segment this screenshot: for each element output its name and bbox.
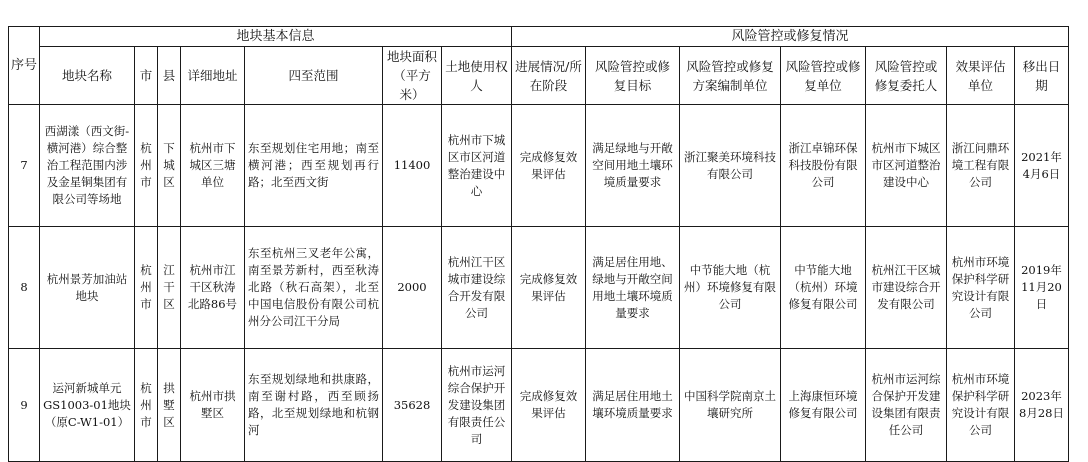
cell-county: 下城区 [158, 105, 181, 227]
col-header-no: 序号 [9, 27, 40, 105]
col-header-boundary: 四至范围 [245, 47, 383, 105]
cell-progress: 完成修复效果评估 [512, 105, 586, 227]
col-header-address: 详细地址 [181, 47, 245, 105]
cell-target: 满足绿地与开敞空间用地土壤环境质量要求 [586, 105, 680, 227]
cell-land-owner: 杭州江干区城市建设综合开发有限公司 [442, 227, 512, 349]
col-header-city: 市 [135, 47, 158, 105]
col-header-evaluator: 效果评估单位 [947, 47, 1015, 105]
col-header-site-name: 地块名称 [40, 47, 135, 105]
cell-repair-unit: 浙江卓锦环保科技股份有限公司 [781, 105, 866, 227]
document-page [8, 26, 1069, 462]
cell-client: 杭州江干区城市建设综合开发有限公司 [866, 227, 947, 349]
cell-boundary: 东至规划绿地和拱康路，南至谢村路，西至顾扬路，北至规划绿地和杭钢河 [245, 349, 383, 462]
cell-evaluator: 杭州市环境保护科学研究设计有限公司 [947, 227, 1015, 349]
cell-plan-unit: 浙江聚美环境科技有限公司 [680, 105, 781, 227]
cell-land-owner: 杭州市运河综合保护开发建设集团有限责任公司 [442, 349, 512, 462]
table-body [9, 105, 1069, 462]
cell-area: 11400 [383, 105, 442, 227]
cell-repair-unit: 上海康恒环境修复有限公司 [781, 349, 866, 462]
cell-plan-unit: 中节能大地（杭州）环境修复有限公司 [680, 227, 781, 349]
cell-site-name: 西湖漾（西文街-横河港）综合整治工程范围内涉及金星铜集团有限公司等场地 [40, 105, 135, 227]
cell-plan-unit: 中国科学院南京土壤研究所 [680, 349, 781, 462]
cell-progress: 完成修复效果评估 [512, 349, 586, 462]
col-header-land-owner: 土地使用权人 [442, 47, 512, 105]
cell-removal-date: 2023年8月28日 [1015, 349, 1069, 462]
cell-progress: 完成修复效果评估 [512, 227, 586, 349]
cell-land-owner: 杭州市下城区市区河道整治建设中心 [442, 105, 512, 227]
col-header-target: 风险管控或修复目标 [586, 47, 680, 105]
cell-city: 杭州市 [135, 105, 158, 227]
cell-repair-unit: 中节能大地（杭州）环境修复有限公司 [781, 227, 866, 349]
col-header-county: 县 [158, 47, 181, 105]
table-row [9, 227, 1069, 349]
cell-removal-date: 2021年4月6日 [1015, 105, 1069, 227]
cell-site-name: 运河新城单元GS1003-01地块（原C-W1-01） [40, 349, 135, 462]
cell-county: 拱墅区 [158, 349, 181, 462]
table-row [9, 349, 1069, 462]
cell-address: 杭州市江干区秋涛北路86号 [181, 227, 245, 349]
cell-city: 杭州市 [135, 349, 158, 462]
table-header [9, 27, 1069, 105]
cell-no: 9 [9, 349, 40, 462]
cell-county: 江干区 [158, 227, 181, 349]
cell-client: 杭州市下城区市区河道整治建设中心 [866, 105, 947, 227]
contaminated-site-table [8, 26, 1069, 462]
cell-client: 杭州市运河综合保护开发建设集团有限责任公司 [866, 349, 947, 462]
cell-target: 满足居住用地、绿地与开敞空间用地土壤环境质量要求 [586, 227, 680, 349]
cell-target: 满足居住用地土壤环境质量要求 [586, 349, 680, 462]
col-header-plan-unit: 风险管控或修复方案编制单位 [680, 47, 781, 105]
col-header-area: 地块面积（平方米） [383, 47, 442, 105]
col-header-repair-unit: 风险管控或修复单位 [781, 47, 866, 105]
cell-no: 7 [9, 105, 40, 227]
group-header-basic-info: 地块基本信息 [40, 27, 512, 47]
cell-area: 2000 [383, 227, 442, 349]
cell-evaluator: 浙江问鼎环境工程有限公司 [947, 105, 1015, 227]
cell-removal-date: 2019年11月20日 [1015, 227, 1069, 349]
group-header-risk-control: 风险管控或修复情况 [512, 27, 1069, 47]
cell-evaluator: 杭州市环境保护科学研究设计有限公司 [947, 349, 1015, 462]
cell-area: 35628 [383, 349, 442, 462]
col-header-client: 风险管控或修复委托人 [866, 47, 947, 105]
table-row [9, 105, 1069, 227]
col-header-removal-date: 移出日期 [1015, 47, 1069, 105]
cell-city: 杭州市 [135, 227, 158, 349]
cell-site-name: 杭州景芳加油站地块 [40, 227, 135, 349]
cell-boundary: 东至规划住宅用地；南至横河港；西至规划再行路；北至西文街 [245, 105, 383, 227]
cell-address: 杭州市下城区三塘单位 [181, 105, 245, 227]
cell-no: 8 [9, 227, 40, 349]
col-header-progress: 进展情况/所在阶段 [512, 47, 586, 105]
cell-boundary: 东至杭州三叉老年公寓，南至景芳新村，西至秋涛北路（秋石高架），北至中国电信股份有限公司杭州分公司江干分局 [245, 227, 383, 349]
cell-address: 杭州市拱墅区 [181, 349, 245, 462]
